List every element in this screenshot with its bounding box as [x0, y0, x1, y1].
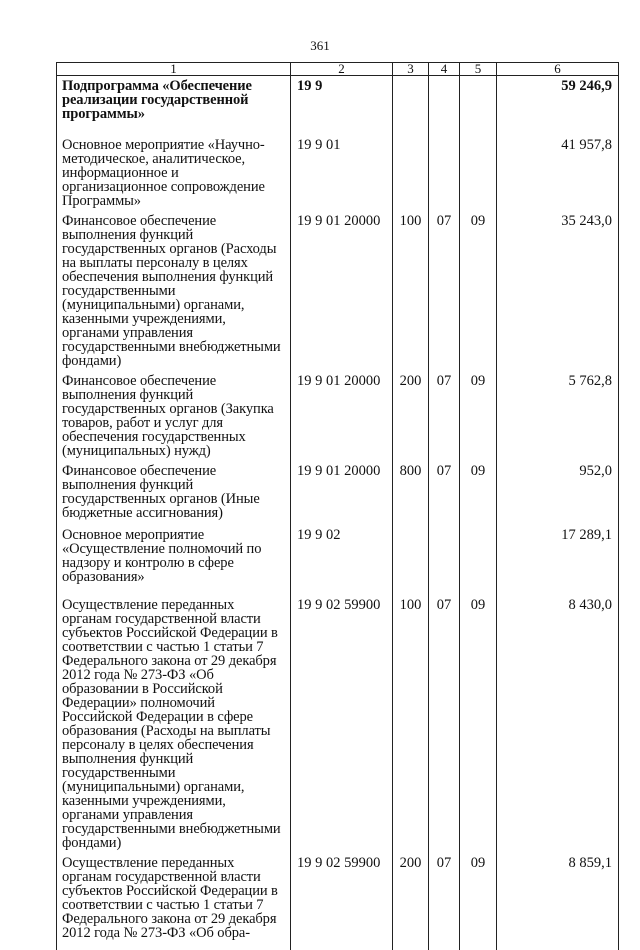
header-row	[57, 63, 619, 76]
budget-table	[56, 62, 619, 950]
row-subsection: 09	[460, 458, 497, 522]
row-amount: 41 957,8	[497, 132, 619, 208]
row-code: 19 9 02 59900	[291, 850, 393, 950]
row-name: Основное мероприятие «Осуществление полномочий по надзору и контролю в сфере образования»	[57, 522, 291, 592]
header-col-1: 1	[57, 63, 291, 76]
row-section	[429, 76, 460, 132]
row-name: Осуществление переданных органам государственной власти субъектов Российской Федерации в соответствии с частью 1 статьи 7 Федерального закона от 29 декабря 2012 года № 273-ФЗ «Об обра-	[57, 850, 291, 950]
row-code: 19 9 01 20000	[291, 208, 393, 368]
row-subsection	[460, 132, 497, 208]
row-expense-type	[393, 522, 429, 592]
row-expense-type: 100	[393, 592, 429, 850]
row-expense-type	[393, 76, 429, 132]
row-name: Основное мероприятие «Научно-методическое, аналитическое, информационное и организационное сопровождение Программы»	[57, 132, 291, 208]
header-col-2: 2	[291, 63, 393, 76]
row-expense-type: 200	[393, 368, 429, 458]
table-row	[57, 850, 619, 950]
table-row	[57, 458, 619, 522]
row-amount: 8 859,1	[497, 850, 619, 950]
page-number: 361	[310, 38, 330, 53]
table-body	[57, 76, 619, 950]
table-row	[57, 132, 619, 208]
table-header	[57, 63, 619, 76]
row-name: Подпрограмма «Обеспечение реализации государственной программы»	[57, 76, 291, 132]
row-subsection: 09	[460, 368, 497, 458]
table-row	[57, 208, 619, 368]
row-name: Финансовое обеспечение выполнения функций государственных органов (Закупка товаров, работ и услуг для обеспечения государственных (муниципальных) нужд)	[57, 368, 291, 458]
table-row	[57, 76, 619, 132]
row-section: 07	[429, 458, 460, 522]
row-code: 19 9 02	[291, 522, 393, 592]
header-col-3: 3	[393, 63, 429, 76]
row-amount: 59 246,9	[497, 76, 619, 132]
table-row	[57, 522, 619, 592]
row-code: 19 9 01 20000	[291, 458, 393, 522]
header-col-5: 5	[460, 63, 497, 76]
row-subsection	[460, 522, 497, 592]
row-section: 07	[429, 850, 460, 950]
row-name: Осуществление переданных органам государственной власти субъектов Российской Федерации в соответствии с частью 1 статьи 7 Федерального закона от 29 декабря 2012 года № 273-ФЗ «Об образовании в Российской Федерации» полномочий Российской Федерации в сфере образования (Расходы на выплаты персоналу в целях обеспечения выполнения функций государственными (муниципальными) органами, казенными учреждениями, органами управления государственными внебюджетными фондами)	[57, 592, 291, 850]
row-subsection: 09	[460, 850, 497, 950]
row-subsection: 09	[460, 208, 497, 368]
row-code: 19 9 02 59900	[291, 592, 393, 850]
row-name: Финансовое обеспечение выполнения функций государственных органов (Расходы на выплаты персоналу в целях обеспечения выполнения функций государственными (муниципальными) органами, казенными учреждениями, органами управления государственными внебюджетными фондами)	[57, 208, 291, 368]
row-section: 07	[429, 368, 460, 458]
table-row	[57, 368, 619, 458]
row-amount: 5 762,8	[497, 368, 619, 458]
row-section	[429, 132, 460, 208]
row-section	[429, 522, 460, 592]
row-amount: 17 289,1	[497, 522, 619, 592]
row-amount: 35 243,0	[497, 208, 619, 368]
row-code: 19 9	[291, 76, 393, 132]
header-col-6: 6	[497, 63, 619, 76]
row-name: Финансовое обеспечение выполнения функций государственных органов (Иные бюджетные ассигнования)	[57, 458, 291, 522]
header-col-4: 4	[429, 63, 460, 76]
table-row	[57, 592, 619, 850]
row-code: 19 9 01 20000	[291, 368, 393, 458]
row-expense-type: 100	[393, 208, 429, 368]
row-section: 07	[429, 592, 460, 850]
row-amount: 8 430,0	[497, 592, 619, 850]
row-expense-type	[393, 132, 429, 208]
row-expense-type: 200	[393, 850, 429, 950]
row-section: 07	[429, 208, 460, 368]
row-amount: 952,0	[497, 458, 619, 522]
row-subsection	[460, 76, 497, 132]
row-code: 19 9 01	[291, 132, 393, 208]
row-expense-type: 800	[393, 458, 429, 522]
row-subsection: 09	[460, 592, 497, 850]
